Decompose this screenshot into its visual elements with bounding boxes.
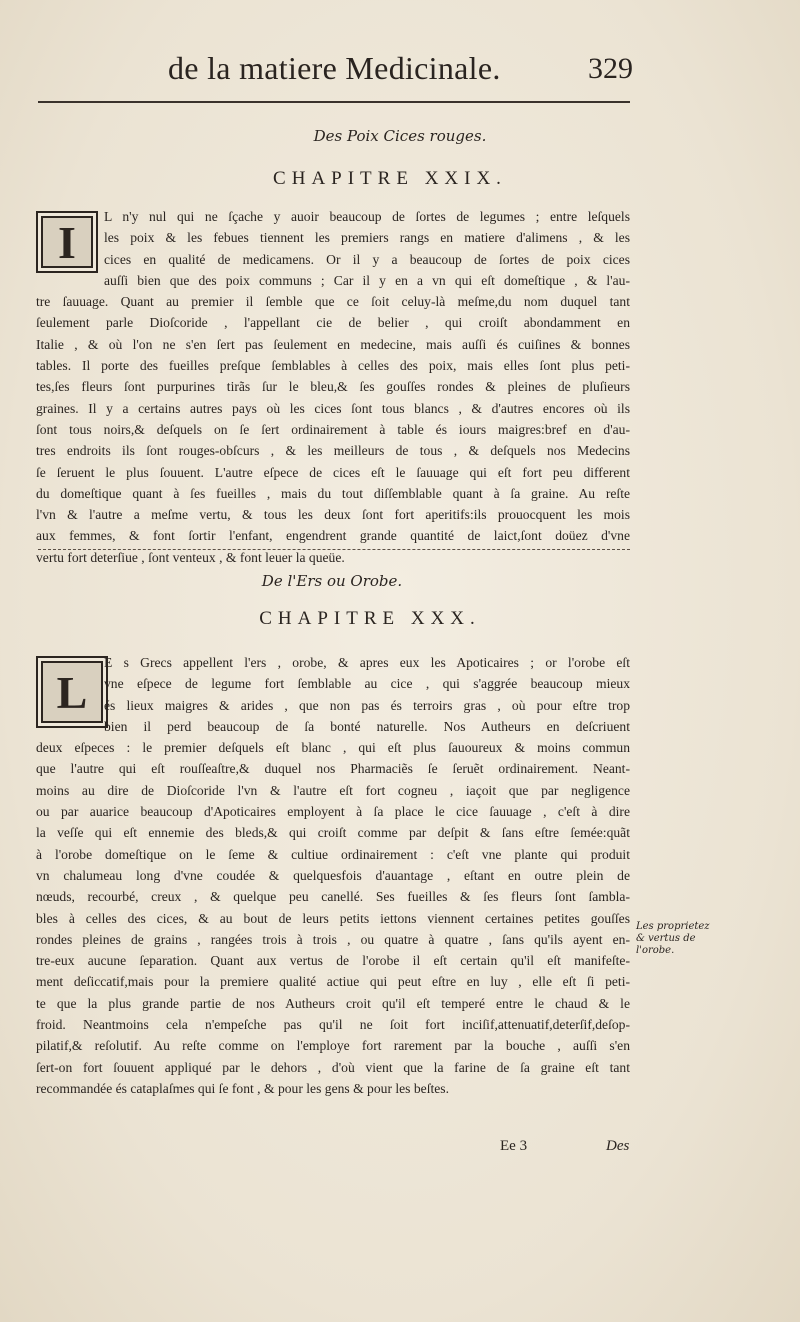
text-line: nœuds, recourbé, creux , & quelque peu canellé. Ses fueilles & ſes fleurs ſont ſambla-	[36, 889, 630, 905]
text-line: tes,ſes fleurs ſont purpurines tirãs ſur le bleu,& ſes gouſſes rondes & pleines de pluſieurs	[36, 379, 630, 395]
text-line: tre ſauuage. Quant au premier il ſemble que ce ſoit celuy-là meſme,du nom duquel tant	[36, 294, 630, 310]
text-line: és lieux maigres & arides , que non pas és terroirs gras , où pour eſtre trop	[104, 697, 630, 713]
running-title: de la matiere Medicinale.	[168, 50, 501, 86]
header-rule	[38, 101, 630, 103]
text-line: ſont tous noirs,& deſquels on ſe ſert ordinairement à table és iours maigres:bref en d'au-	[36, 421, 630, 437]
text-line: moins au dire de Dioſcoride l'vn & l'autre eſt fort cogneu , iaçoit que par negligence	[36, 782, 630, 798]
text-line: tables. Il porte des fueilles preſque ſemblables à celles des poix, mais elles ſont plus peti-	[36, 358, 630, 374]
text-line: tre-eux aucune ſeparation. Quant aux vertus de l'orobe il eſt certain qu'il eſt manifeſte-	[36, 953, 630, 969]
text-line: ſeulement parle Dioſcoride , l'appellant cie de belier , qui croiſt abondamment en	[36, 315, 630, 331]
section-title-ers-orobe: De l'Ers ou Orobe.	[261, 572, 403, 590]
text-line: vne eſpece de legume fort ſemblable au cice , qui s'aggrée beaucoup mieux	[104, 676, 630, 692]
text-line: bien il perd beaucoup de ſa bonté naturelle. Nos Autheurs en deſcriuent	[104, 718, 630, 734]
text-line: que l'autre qui eſt rouſſeaſtre,& duquel nos Pharmaciẽs ſe ſeruẽt ordinairement. Neant-	[36, 761, 630, 777]
text-line: aux femmes, & font ſortir l'enfant, engendrent grande quantité de laict,ſont doüez d'vne	[36, 528, 630, 544]
text-line: la veſſe qui eſt ennemie des bleds,& qui croiſt comme par deſpit & ſans eſtre ſemée:quãt	[36, 825, 630, 841]
chapter-xxx-text	[36, 652, 630, 1099]
marginal-note-line: l'orobe.	[636, 945, 675, 956]
section-divider	[38, 549, 630, 550]
text-line: recommandée és cataplaſmes qui ſe font , & pour les gens & pour les beſtes.	[36, 1080, 449, 1096]
text-line: Italie , & où l'on ne s'en ſert pas ſeulement en medecine, mais auſſi és cuiſines & bonnes	[36, 336, 630, 352]
text-line: cices en qualité de medicamens. Or il y a beaucoup de ſortes de poix cices	[104, 251, 630, 267]
dropcap-L: L	[36, 656, 108, 728]
text-line: ſert-on fort ſouuent appliqué par le dehors , d'où vient que la farine de ſa graine eſt tant	[36, 1059, 630, 1075]
chapter-heading-xxix: CHAPITRE XXIX.	[273, 168, 507, 189]
text-line: du domeſtique quant à ſes fueilles , mais du tout diſſemblable quant à ſa graine. Au reſte	[36, 485, 630, 501]
marginal-note-line: & vertus de	[636, 933, 696, 944]
page-number: 329	[588, 52, 633, 85]
text-line: froid. Neantmoins cela n'empeſche pas qu'il ne ſoit fort inciſif,attenuatif,deterſif,deſop-	[36, 1017, 630, 1033]
chapter-xxix-text	[36, 206, 630, 568]
marginal-note-line: Les proprietez	[636, 921, 710, 932]
text-line: les poix & les febues tiennent les premiers rangs en matiere d'alimens , & les	[104, 230, 630, 246]
text-line: à l'orobe domeſtique on le ſeme & cultiue ordinairement : c'eſt vne plante qui produit	[36, 846, 630, 862]
marginal-note	[636, 921, 726, 957]
text-line: graines. Il y a certains autres pays où les cices ſont tous blancs , & d'autres encores où ils	[36, 400, 630, 416]
catchword: Des	[606, 1138, 630, 1154]
text-line: pilatif,& reſolutif. Au reſte comme on l'employe fort rarement par la bouche , auſſi s'en	[36, 1038, 630, 1054]
chapter-heading-xxx: CHAPITRE XXX.	[259, 608, 481, 629]
text-line: L n'y nul qui ne ſçache y auoir beaucoup de ſortes de legumes ; entre leſquels	[104, 209, 630, 224]
text-line: auſſi bien que des poix communs ; Car il y en a vn qui eſt domeſtique , & l'au-	[104, 272, 630, 288]
signature-mark: Ee 3	[500, 1138, 528, 1154]
section-title-poix-cices: Des Poix Cices rouges.	[313, 127, 487, 145]
text-line: ment deſiccatif,mais pour la premiere qualité actiue qui peut eſtre en luy , elle eſt ſi peti-	[36, 974, 630, 990]
text-line: vertu fort deterſiue , ſont venteux , & font leuer la queüe.	[36, 549, 345, 565]
dropcap-I: I	[36, 211, 98, 273]
text-line: ſe ſeruent le plus ſouuent. L'autre eſpece de cices eſt le ſauuage qui eſt fort peu different	[36, 464, 630, 480]
text-line: bles à celles des cices, & au bout de leurs petits iettons viennent certaines petites gouſſes	[36, 910, 630, 926]
text-line: deux eſpeces : le premier deſquels eſt blanc , qui eſt plus ſauoureux & moins commun	[36, 740, 630, 756]
text-line: vn chalumeau long d'vne coudée & quelquesfois d'auantage , eſtant en outre plein de	[36, 867, 630, 883]
text-line: ou par auarice beaucoup d'Apoticaires employent à ſa place le cice ſauuage , c'eſt à dire	[36, 804, 630, 820]
text-line: rondes pleines de grains , rangées trois à trois , ou quatre à quatre , ſans qu'ils ayent en-	[36, 931, 630, 947]
text-line: E s Grecs appellent l'ers , orobe, & apres eux les Apoticaires ; or l'orobe eſt	[104, 655, 630, 670]
text-line: tres endroits ils ſont rouges-obſcurs , & les meilleurs de tous , & deſquels nos Medecins	[36, 443, 630, 459]
text-line: te que la plus grande partie de nos Autheurs croit qu'il eſt temperé entre le chaud & le	[36, 995, 630, 1011]
text-line: l'vn & l'autre a meſme vertu, & tous les deux ſont fort aperitifs:ils prouocquent les mois	[36, 507, 630, 523]
